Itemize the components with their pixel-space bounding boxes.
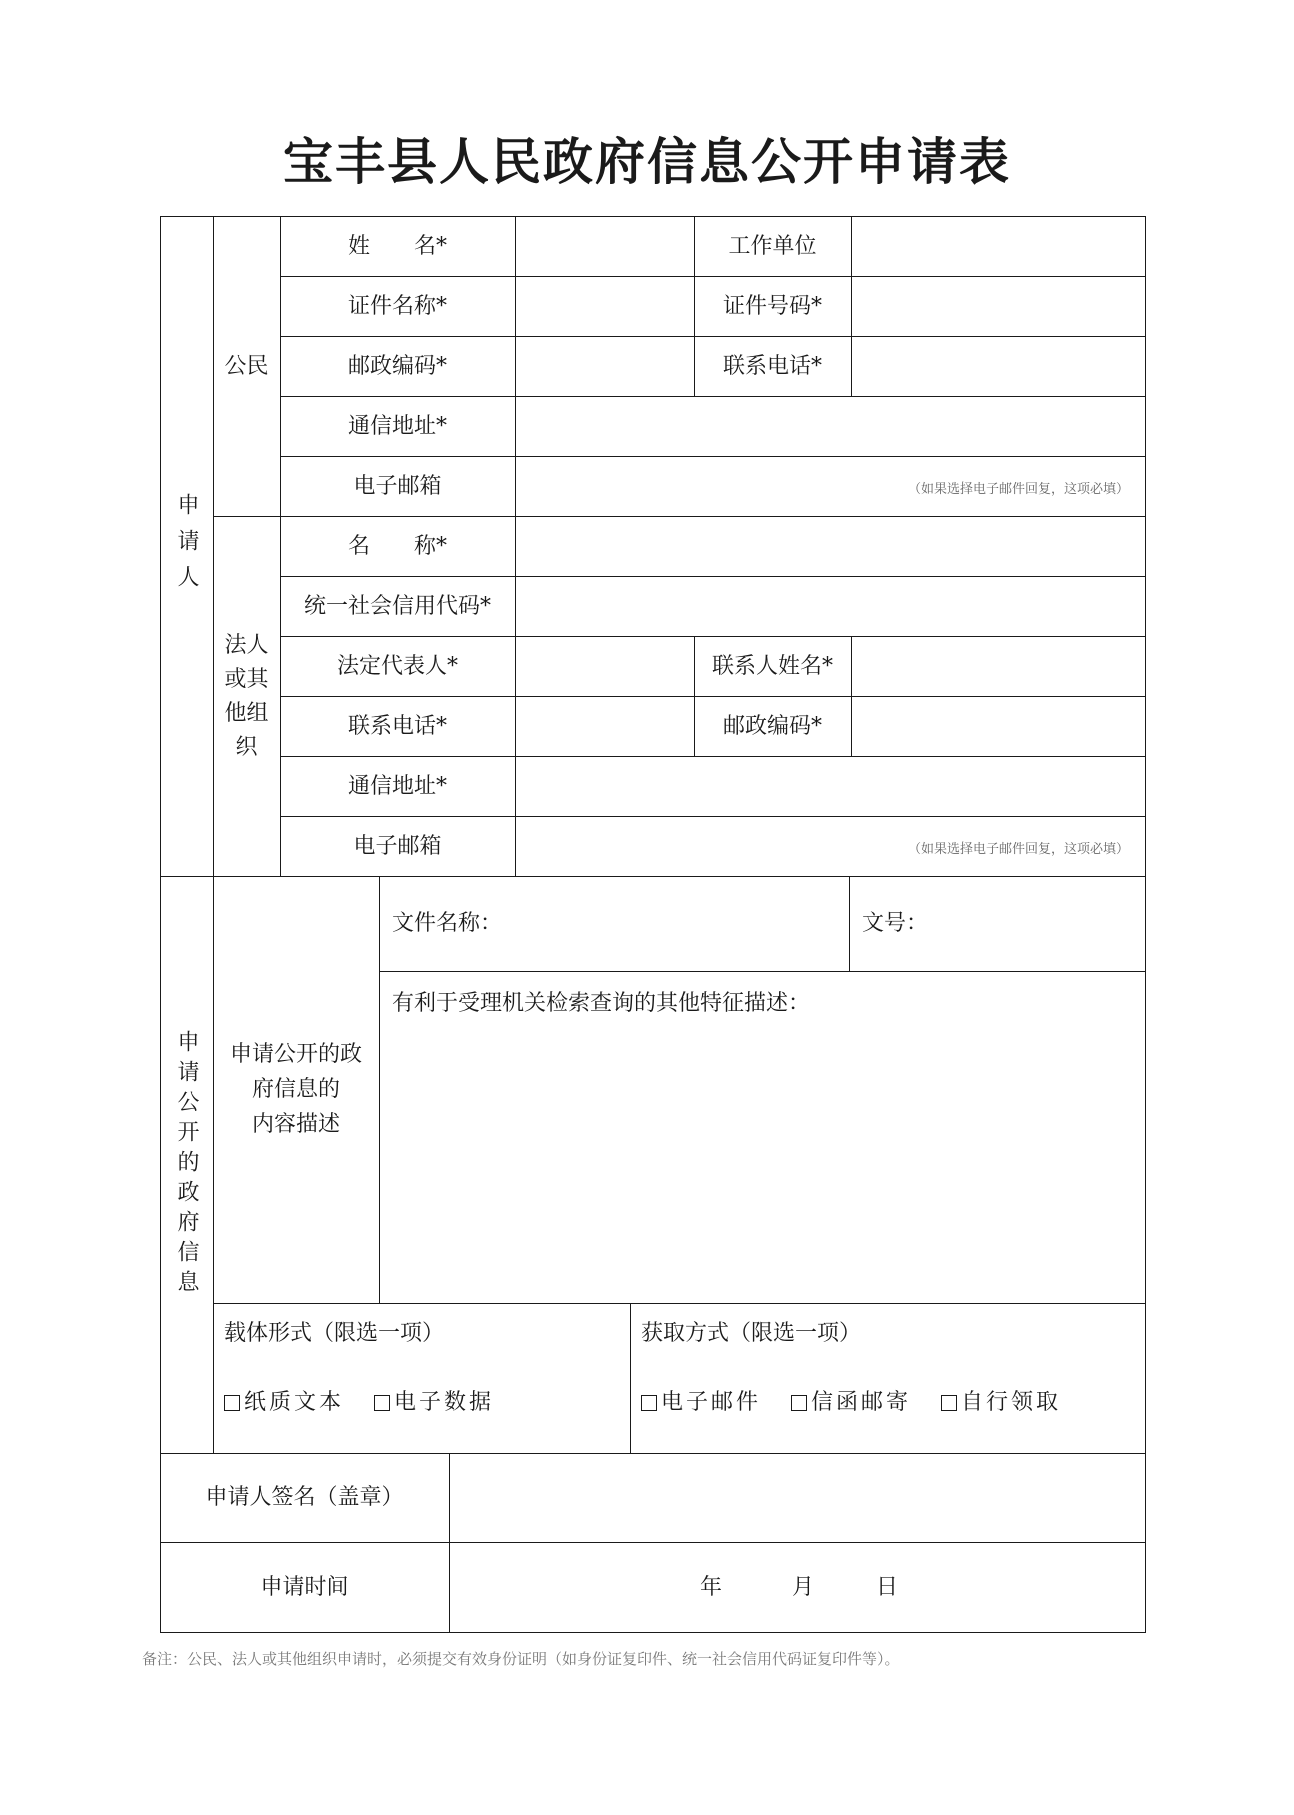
form-title: 宝丰县人民政府信息公开申请表 (283, 132, 1011, 191)
legal-postcode-label: 邮政编码* (722, 713, 822, 739)
citizen-email-label: 电子邮箱 (353, 473, 442, 499)
legal-label-text: 法人或其他组织 (224, 632, 269, 760)
legal-address-label: 通信地址* (347, 773, 447, 799)
doc-number-label: 文号： (862, 911, 929, 936)
citizen-phone-label: 联系电话* (722, 353, 822, 379)
delivery-option-pickup[interactable] (941, 1385, 1061, 1420)
doc-number-field[interactable] (850, 876, 1145, 971)
checkbox-icon (941, 1395, 957, 1411)
citizen-address-label: 通信地址* (347, 413, 447, 439)
legal-rep-input[interactable] (516, 637, 694, 696)
citizen-postcode-input[interactable] (516, 337, 694, 396)
border-right (1145, 216, 1146, 1633)
delivery-option-email-label: 电子邮件 (661, 1390, 762, 1415)
legal-credit-code-label: 统一社会信用代码* (303, 593, 491, 619)
request-desc-line-2: 府信息的 (251, 1077, 340, 1102)
carrier-option-electronic-label: 电子数据 (394, 1390, 495, 1415)
delivery-option-pickup-label: 自行领取 (961, 1390, 1062, 1415)
request-group-label (160, 876, 213, 1454)
applicant-group-text: 申请人 (174, 492, 199, 601)
citizen-phone-input[interactable] (852, 337, 1145, 396)
other-desc-field[interactable] (380, 972, 1145, 1303)
citizen-work-unit-input[interactable] (852, 217, 1145, 276)
file-name-field[interactable] (380, 876, 849, 971)
date-label: 申请时间 (260, 1574, 349, 1600)
delivery-option-mail-label: 信函邮寄 (811, 1390, 912, 1415)
legal-postcode-input[interactable] (852, 697, 1145, 756)
signature-input[interactable] (450, 1454, 1145, 1542)
day-unit: 日 (876, 1575, 899, 1600)
legal-rep-label: 法定代表人* (336, 653, 458, 679)
checkbox-icon (641, 1395, 657, 1411)
legal-phone-label: 联系电话* (347, 713, 447, 739)
carrier-option-paper-label: 纸质文本 (244, 1390, 345, 1415)
applicant-group-label (160, 216, 213, 877)
carrier-label: 载体形式（限选一项） (224, 1321, 445, 1346)
legal-contact-name-input[interactable] (852, 637, 1145, 696)
carrier-section (214, 1304, 630, 1454)
delivery-section (631, 1304, 1145, 1454)
file-name-label: 文件名称： (392, 911, 503, 936)
citizen-address-input[interactable] (516, 397, 1145, 456)
legal-email-input[interactable] (516, 817, 1145, 876)
legal-credit-code-input[interactable] (516, 577, 1145, 636)
legal-name-input[interactable] (516, 517, 1145, 576)
checkbox-icon (791, 1395, 807, 1411)
citizen-email-note: （如果选择电子邮件回复，这项必填） (907, 482, 1129, 497)
citizen-postcode-label: 邮政编码* (347, 353, 447, 379)
legal-contact-name-label: 联系人姓名* (711, 653, 833, 679)
other-desc-label: 有利于受理机关检索查询的其他特征描述： (392, 991, 811, 1016)
delivery-label: 获取方式（限选一项） (641, 1321, 862, 1346)
citizen-label (213, 216, 280, 516)
request-desc-line-3: 内容描述 (251, 1112, 340, 1137)
legal-address-input[interactable] (516, 757, 1145, 816)
month-unit: 月 (792, 1575, 815, 1600)
citizen-name-input[interactable] (516, 217, 694, 276)
year-unit: 年 (700, 1575, 723, 1600)
date-input[interactable] (450, 1543, 1145, 1632)
delivery-option-email[interactable] (641, 1385, 761, 1420)
footnote: 备注：公民、法人或其他组织申请时，必须提交有效身份证明（如身份证复印件、统一社会信用代码证复印件等）。 (142, 1650, 900, 1668)
citizen-name-label: 姓 名* (347, 233, 447, 259)
citizen-email-input[interactable] (516, 457, 1145, 516)
citizen-id-type-input[interactable] (516, 277, 694, 336)
signature-label: 申请人签名（盖章） (205, 1485, 404, 1510)
legal-email-note: （如果选择电子邮件回复，这项必填） (907, 842, 1129, 857)
legal-phone-input[interactable] (516, 697, 694, 756)
request-desc-line-1: 申请公开的政 (229, 1042, 362, 1067)
carrier-option-electronic[interactable] (374, 1385, 494, 1420)
border-bottom (160, 1632, 1146, 1633)
citizen-id-number-label: 证件号码* (722, 293, 822, 319)
citizen-work-unit-label: 工作单位 (728, 233, 817, 259)
checkbox-icon (374, 1395, 390, 1411)
citizen-id-number-input[interactable] (852, 277, 1145, 336)
request-group-text: 申请公开的政府信息 (174, 1030, 199, 1300)
legal-name-label: 名 称* (347, 533, 447, 559)
citizen-label-text: 公民 (224, 353, 269, 379)
legal-label (213, 516, 280, 877)
delivery-option-mail[interactable] (791, 1385, 911, 1420)
citizen-id-type-label: 证件名称* (347, 293, 447, 319)
legal-email-label: 电子邮箱 (353, 833, 442, 859)
carrier-option-paper[interactable] (224, 1385, 344, 1420)
request-desc-label (213, 876, 379, 1303)
checkbox-icon (224, 1395, 240, 1411)
